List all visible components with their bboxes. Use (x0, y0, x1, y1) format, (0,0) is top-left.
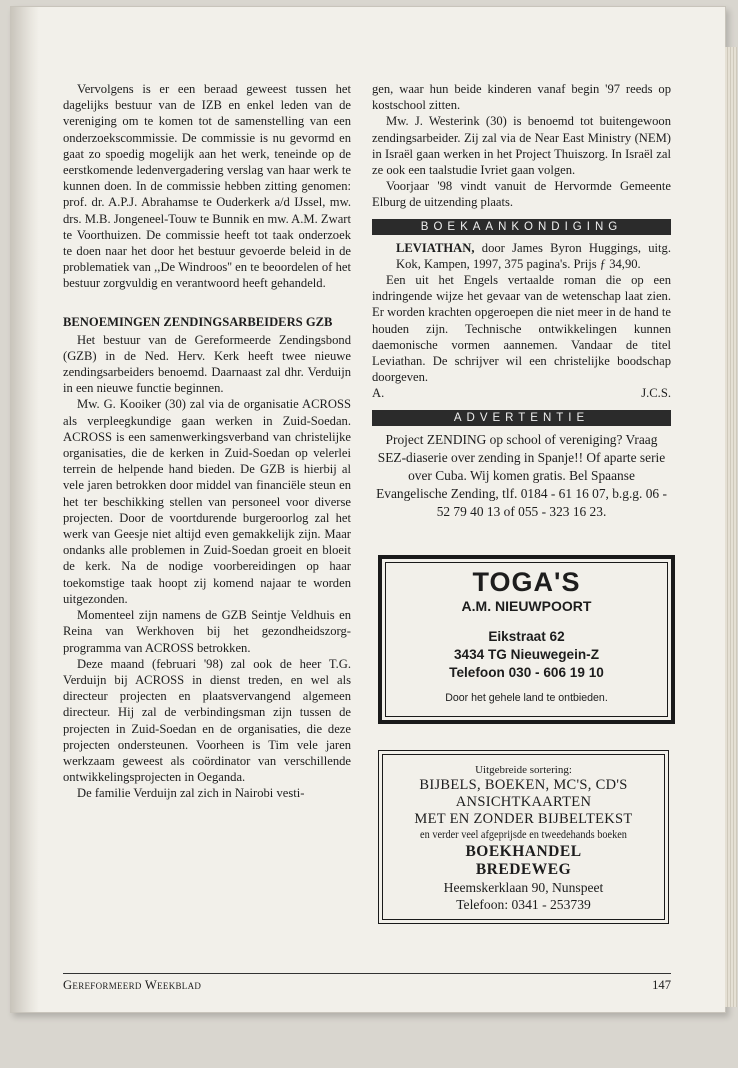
bookshop-secondhand: en verder veel afgeprijsde en tweedehands boeken (420, 829, 627, 842)
bookshop-address: Heemskerklaan 90, Nunspeet (443, 880, 604, 896)
bookshop-name-1: BOEKHANDEL (465, 843, 582, 861)
article-paragraph: Momenteel zijn namens de GZB Seintje Veldhuis en Reina van Werkhoven bij het gezondheidszorg-programma van ACROSS betrokken. (63, 608, 351, 655)
advertisement-header: ADVERTENTIE (372, 410, 671, 426)
toga-phone: Telefoon 030 - 606 19 10 (449, 664, 604, 680)
page-spine-shadow (11, 7, 39, 1012)
article-paragraph: Mw. J. Westerink (30) is benoemd tot buitengewoon zendingsarbeider. Zij zal via de Near East Ministry (NEM) in Israël gaan werken in het Project Thuiszorg. In Israël zal ze ook een taalstudie Ivriet gaan volgen. (372, 114, 671, 178)
right-column (372, 81, 671, 924)
publication-name: Gereformeerd Weekblad (63, 978, 202, 992)
bookshop-bibletext: MET EN ZONDER BIJBELTEKST (414, 811, 633, 828)
bookshop-advertisement (378, 750, 669, 924)
magazine-page (10, 6, 726, 1013)
article-paragraph: De familie Verduijn zal zich in Nairobi vesti- (77, 786, 305, 801)
toga-tagline: Door het gehele land te ontbieden. (445, 691, 608, 704)
page-edge-stack (725, 47, 737, 1007)
signature-right: J.C.S. (641, 386, 671, 401)
bookshop-intro: Uitgebreide sortering: (475, 764, 572, 777)
bookshop-cards: ANSICHTKAARTEN (455, 794, 592, 811)
book-review-body: Een uit het Engels vertaalde roman die op een indringende wijze het gevaar van de wetenschap laat zien. Er worden krachten opgeroepen die niet meer in de hand te houden zijn. Technische ontwikkelingen kunnen daemonische vormen aannemen. Vandaar de titel Leviathan. De schrijver wil een christelijke boodschap doorgeven. (372, 273, 671, 385)
zending-advert-text: Project ZENDING op school of vereniging? Vraag SEZ-diaserie over zending in Spanje!! Of aparte serie over Cuba. Wij komen gratis. Bel Spaanse Evangelische Zending, tlf. 0184 - 61 16 07, b.g.g. 06 - 52 79 40 13 of 055 - 323 16 23. (376, 431, 667, 519)
page-footer (63, 973, 671, 993)
toga-advert-inner (385, 562, 668, 717)
article-paragraph: Mw. G. Kooiker (30) zal via de organisatie ACROSS als verpleegkundige gaan werken in Zuid-Soedan. ACROSS is een samenwerkingsverband van christelijke organisaties, die de kerken in Zuid-Soedan op velerlei terrein de helpende hand bieden. De GZB is hierbij al vele jaren betrokken door middel van financiële steun en het ter beschikking stellen van personeel voor diverse projecten. Door de voortdurende burgeroorlog zal het werk van Geesje niet altijd even gemakkelijk zijn. Maar ondanks alle problemen in Zuid-Soedan groeit en bloeit de kerk. Na de nodige voorbereidingen op haar toekomstige taak hoopt zij komend najaar te worden uitgezonden. (63, 397, 351, 606)
article-paragraph: gen, waar hun beide kinderen vanaf begin '97 reeds op kostschool zitten. (372, 82, 671, 113)
book-details: door James Byron Huggings, uitg. Kok, Kampen, 1997, 375 pagina's. Prijs ƒ 34,90. (396, 240, 671, 271)
article-paragraph: Het bestuur van de Gereformeerde Zendingsbond (GZB) in de Ned. Herv. Kerk heeft twee nieuwe zendingsarbeiders benoemd. Daarnaast zal dhr. Verduijn in een nieuwe functie beginnen. (63, 332, 351, 396)
section-heading: BENOEMINGEN ZENDINGSARBEIDERS GZB (63, 314, 333, 329)
bookshop-advert-inner (382, 754, 665, 920)
book-title: LEVIATHAN, (396, 240, 475, 255)
toga-company: A.M. NIEUWPOORT (461, 597, 592, 614)
bookshop-products: BIJBELS, BOEKEN, MC'S, CD'S (419, 777, 628, 794)
bookshop-phone: Telefoon: 0341 - 253739 (456, 897, 591, 913)
toga-title: TOGA'S (472, 566, 581, 597)
bookshop-name-2: BREDEWEG (475, 861, 572, 879)
signature-left: A. (372, 386, 385, 401)
page-number: 147 (652, 978, 671, 992)
article-paragraph: Voorjaar '98 vindt vanuit de Hervormde Gemeente Elburg de uitzending plaats. (372, 179, 671, 210)
article-paragraph: Deze maand (februari '98) zal ook de heer T.G. Verduijn bij ACROSS in dienst treden, en wel als directeur projecten en plaatsvervangend algemeen directeur. Hij zal de verbindingsman zijn tussen de projecten in Zuid-Soedan en de organisaties, die deze projecten ondersteunen. Voorheen is Tim vele jaren werkzaam geweest als coördinator van verschillende ontwikkelingsprojecten in Oeganda. (63, 656, 351, 785)
article-paragraph: Vervolgens is er een beraad geweest tussen het dagelijks bestuur van de IZB en enkel leden van de vereniging om te komen tot de samenstelling van een onderzoekscommissie. De commissie is nu gevormd en gaat zo spoedig mogelijk aan het werk, teneinde op de eerstkomende ledenvergadering verslag van haar werk te kunnen doen. In de commissie hebben zitting genomen: prof. dr. A.P.J. Abrahamse te Ouderkerk a/d IJssel, mw. drs. M.B. Jongeneel-Touw te Bunnik en mw. A.M. Zwart te Voorthuizen. De commissie heeft tot taak onderzoek te doen naar het door het bestuur gevoerde beleid in de problematiek van ,,De Windroos'' en te beoordelen of het bestuur zorgvuldig en verantwoord heeft gehandeld. (63, 82, 351, 291)
toga-street: Eikstraat 62 (488, 628, 565, 644)
book-announcement-header: BOEKAANKONDIGING (372, 219, 671, 235)
toga-advertisement (378, 555, 675, 724)
toga-city: 3434 TG Nieuwegein-Z (453, 646, 600, 662)
review-signature (372, 385, 671, 401)
left-column (63, 81, 351, 802)
book-review-heading (372, 240, 671, 272)
